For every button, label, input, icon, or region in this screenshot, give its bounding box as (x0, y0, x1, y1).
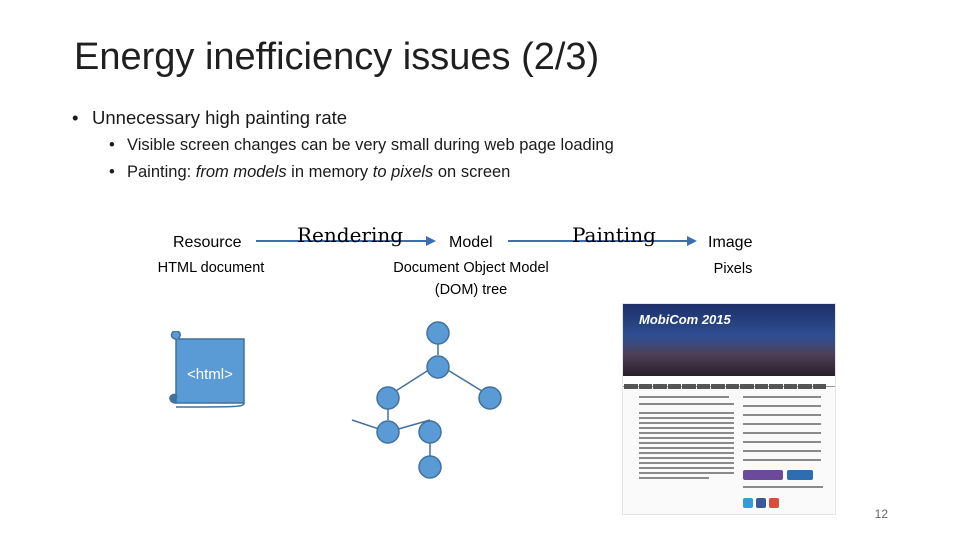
sub-bullet-2-prefix: Painting: (127, 163, 196, 181)
model-description-line2: (DOM) tree (434, 282, 508, 298)
screenshot-text-line (743, 396, 821, 398)
screenshot-text-line (639, 396, 729, 398)
tree-node-root (427, 322, 449, 344)
sub-bullet-1-text: Visible screen changes can be very small during web page loading (127, 136, 614, 154)
screenshot-text-line (743, 423, 821, 425)
model-description-line1: Document Object Model (393, 260, 549, 276)
screenshot-logo (787, 470, 813, 480)
image-description: Pixels (713, 261, 753, 277)
screenshot-text-line (639, 432, 734, 434)
tree-node (377, 421, 399, 443)
screenshot-social-icon (743, 498, 753, 508)
image-heading: Image (708, 234, 753, 251)
sub-bullet-2-suffix: on screen (433, 163, 511, 181)
screenshot-text-line (743, 441, 821, 443)
sub-bullet-2-emphasis-pixels: to pixels (372, 163, 434, 181)
dom-tree (350, 310, 530, 490)
tree-node (419, 421, 441, 443)
sub-bullet-2-mid: in memory (286, 163, 373, 181)
bullet-dot: • (72, 107, 79, 128)
bullet-dot: • (109, 163, 115, 181)
model-heading: Model (449, 234, 493, 251)
screenshot-text-line (639, 412, 734, 414)
tree-node (427, 356, 449, 378)
screenshot-text-line (743, 405, 821, 407)
webpage-screenshot (622, 303, 836, 515)
model-description (372, 257, 570, 301)
screenshot-text-line (639, 472, 734, 474)
slide-title: Energy inefficiency issues (2/3) (74, 36, 600, 78)
tree-node (479, 387, 501, 409)
screenshot-text-line (639, 437, 734, 439)
screenshot-text-line (743, 432, 821, 434)
screenshot-brand: MobiCom 2015 (639, 312, 731, 327)
screenshot-text-line (639, 467, 734, 469)
screenshot-text-line (639, 452, 734, 454)
screenshot-text-line (743, 459, 821, 461)
screenshot-text-line (639, 457, 734, 459)
screenshot-text-line (639, 477, 709, 479)
screenshot-text-line (639, 403, 734, 405)
screenshot-navbar (623, 376, 835, 387)
tree-node (377, 387, 399, 409)
screenshot-logo (743, 470, 783, 480)
sub-bullet-2-emphasis-models: from models (195, 163, 287, 181)
tree-node (419, 456, 441, 478)
bullet-main-text: Unnecessary high painting rate (92, 107, 348, 128)
painting-label: Painting (572, 223, 656, 247)
screenshot-text-line (743, 414, 821, 416)
screenshot-text-line (743, 486, 823, 488)
screenshot-text-line (639, 447, 734, 449)
screenshot-text-line (639, 427, 734, 429)
resource-description: HTML document (157, 260, 265, 276)
html-scroll-text: <html> (187, 366, 233, 383)
bullet-dot: • (109, 136, 115, 154)
page-number: 12 (874, 507, 888, 521)
screenshot-text-line (639, 462, 734, 464)
screenshot-social-icon (756, 498, 766, 508)
rendering-label: Rendering (297, 223, 404, 247)
screenshot-text-line (743, 450, 821, 452)
screenshot-social-icon (769, 498, 779, 508)
resource-heading: Resource (173, 234, 242, 251)
screenshot-text-line (639, 442, 734, 444)
screenshot-text-line (639, 417, 734, 419)
screenshot-text-line (639, 422, 734, 424)
